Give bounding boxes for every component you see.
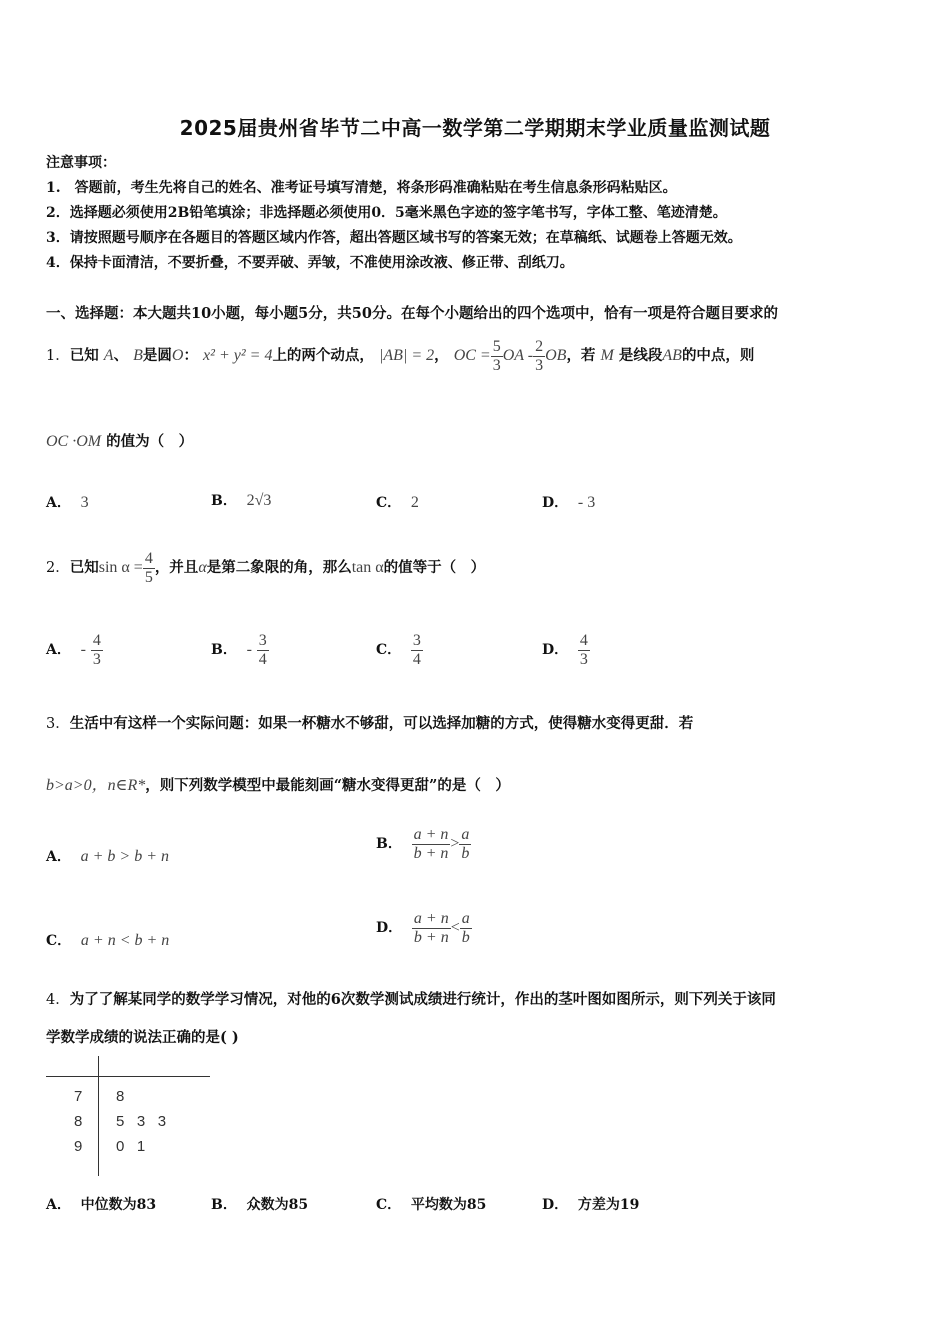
q2-text: ，并且 [154, 559, 199, 576]
q1-comma: ， [434, 347, 449, 364]
oa-vector: OA - [502, 347, 534, 364]
q1-sep: 、 [113, 347, 129, 364]
condition: b>a>0，n∈R* [46, 777, 146, 794]
leaves: 8 [116, 1088, 125, 1105]
q4-text: 为了了解某同学的数学学习情况，对他的6次数学测试成绩进行统计，作出的茎叶图如图所示，则下列关于该同 [69, 991, 776, 1008]
question-1-cont [46, 430, 193, 451]
q2-text: 是第二象限的角，那么 [206, 559, 352, 576]
question-4 [46, 988, 776, 1009]
stem: 9 [74, 1138, 83, 1155]
question-4-cont: 学数学成绩的说法正确的是( ) [46, 1029, 239, 1046]
fraction: $\frac{2}{3}$ [535, 337, 544, 374]
q1-text: ，若 [566, 347, 596, 364]
q4-option-b[interactable]: B． 众数为85 [211, 1197, 309, 1213]
q1-text: 是圆 [142, 347, 172, 364]
q3-option-a[interactable]: A． a + b > b + n [46, 848, 170, 865]
q2-option-b[interactable]: B． - $\frac{3}{4}$ [211, 631, 267, 668]
stem: 8 [74, 1113, 83, 1130]
stem: 7 [74, 1088, 83, 1105]
q1-text: 已知 [69, 347, 99, 364]
q1-option-d[interactable]: D． - 3 [542, 494, 596, 511]
leaves: 0 1 [116, 1138, 146, 1155]
oc-vector: OC = [453, 347, 491, 364]
q1-option-b[interactable]: B． 2√3 [211, 492, 272, 509]
q4-option-a[interactable]: A． 中位数为83 [46, 1197, 157, 1213]
notice-heading: 注意事项： [46, 155, 116, 171]
page-title: 2025届贵州省毕节二中高一数学第二学期期末学业质量监测试题 [179, 116, 771, 140]
q1-option-c[interactable]: C． 2 [376, 494, 419, 511]
q1-colon: ： [183, 347, 198, 364]
q2-option-c[interactable]: C． $\frac{3}{4}$ [376, 631, 421, 668]
question-number: 2． [46, 560, 70, 576]
point-b: B [133, 347, 143, 364]
q2-option-d[interactable]: D． $\frac{4}{3}$ [542, 631, 588, 668]
question-number: 1． [46, 348, 70, 364]
q3-option-c[interactable]: C． a + n < b + n [46, 932, 170, 949]
sin-alpha: sin α = [98, 559, 143, 576]
question-3 [46, 712, 693, 733]
q2-text: 已知 [69, 559, 99, 576]
notice-item: 2．选择题必须使用2B铅笔填涂；非选择题必须使用0．5毫米黑色字迹的签字笔书写，字体工整、笔迹清楚。 [46, 205, 727, 221]
point-m: M [600, 347, 614, 364]
q1-option-a[interactable]: A． 3 [46, 494, 89, 511]
notice-item: 4．保持卡面清洁，不要折叠，不要弄破、弄皱，不准使用涂改液、修正带、刮纸刀。 [46, 255, 574, 271]
q1-text: 上的两个动点， [272, 347, 374, 364]
horizontal-rule [46, 1076, 210, 1077]
question-1 [46, 336, 754, 376]
q1-text: 是线段 [618, 347, 663, 364]
q1-text: 的值为（ ） [106, 433, 194, 450]
question-number: 3． [46, 716, 70, 732]
notice-item: 1. 答题前，考生先将自己的姓名、准考证号填写清楚，将条形码准确粘贴在考生信息条形码粘贴区。 [46, 180, 677, 196]
q3-option-d[interactable]: D． $\frac{a + n}{b + n}$ < $\frac{a}{b}$ [376, 909, 470, 946]
tan-alpha: tan α [351, 559, 384, 576]
ab-length: |AB| = 2 [379, 347, 435, 364]
leaves: 5 3 3 [116, 1113, 167, 1130]
alpha: α [198, 559, 207, 576]
question-number: 4． [46, 992, 70, 1008]
q3-option-b[interactable]: B． $\frac{a + n}{b + n}$ > $\frac{a}{b}$ [376, 825, 470, 862]
notice-item: 3．请按照题号顺序在各题目的答题区域内作答，超出答题区域书写的答案无效；在草稿纸、试题卷上答题无效。 [46, 230, 742, 246]
q4-option-c[interactable]: C． 平均数为85 [376, 1197, 487, 1213]
point-a: A [103, 347, 114, 364]
segment-ab: AB [662, 347, 682, 364]
stem-leaf-plot [46, 1056, 212, 1176]
q3-text: ，则下列数学模型中最能刻画“糖水变得更甜”的是（ ） [145, 777, 510, 794]
fraction: $\frac{4}{5}$ [144, 549, 153, 586]
circle-o: O [171, 347, 184, 364]
fraction: $\frac{5}{3}$ [492, 337, 501, 374]
q2-option-a[interactable]: A． - $\frac{4}{3}$ [46, 631, 101, 668]
circle-equation: x² + y² = 4 [203, 347, 273, 364]
question-2 [46, 546, 485, 590]
ob-vector: OB [545, 347, 567, 364]
vertical-rule [98, 1056, 99, 1176]
q3-text: 生活中有这样一个实际问题：如果一杯糖水不够甜，可以选择加糖的方式，使得糖水变得更甜．若 [69, 715, 694, 732]
dot-product: OC ·OM [46, 433, 102, 450]
q4-option-d[interactable]: D． 方差为19 [542, 1197, 640, 1213]
section-heading: 一、选择题：本大题共10小题，每小题5分，共50分。在每个小题给出的四个选项中，恰有一项是符合题目要求的 [46, 305, 778, 322]
q1-text: 的中点，则 [681, 347, 755, 364]
question-3-cont [46, 772, 510, 795]
q2-text: 的值等于（ ） [383, 559, 486, 576]
